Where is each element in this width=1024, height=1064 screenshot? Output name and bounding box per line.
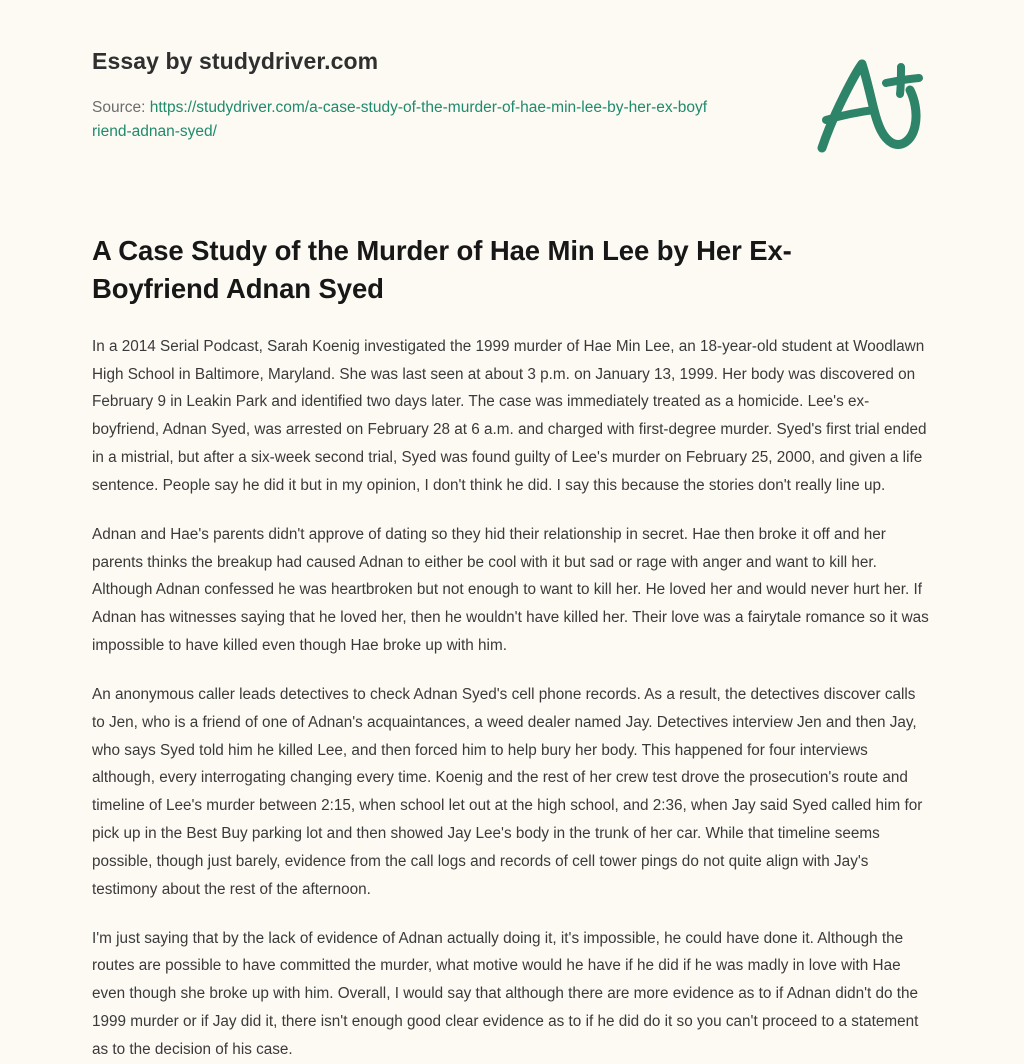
source-label: Source: — [92, 98, 146, 116]
body-paragraph: I'm just saying that by the lack of evidence of Adnan actually doing it, it's impossible, he could have done it. Although the routes are possible to have committed the murder, what motive would he have if he did if he was madly in love with Hae even though she broke up with him. Overall, I would say that although there are more evidence as to if Adnan didn't do the 1999 murder or if Jay did it, there isn't enough good clear evidence as to if he did do it so you can't proceed to a statement as to the decision of his case. — [92, 929, 919, 1058]
body-paragraph: In a 2014 Serial Podcast, Sarah Koenig investigated the 1999 murder of Hae Min Lee, an 18-year-old student at Woodlawn High School in Baltimore, Maryland. She was last seen at about 3 p.m. on January 13, 1999. Her body was discovered on February 9 in Leakin Park and identified two days later. The case was immediately treated as a homicide. Lee's ex-boyfriend, Adnan Syed, was arrested on February 28 at 6 a.m. and charged with first-degree murder. Syed's first trial ended in a mistrial, but after a six-week second trial, Syed was found guilty of Lee's murder on February 25, 2000, and given a life sentence. People say he did it but in my opinion, I don't think he did. I say this because the stories don't really line up. — [92, 337, 927, 494]
body-paragraph: An anonymous caller leads detectives to check Adnan Syed's cell phone records. As a result, the detectives discover calls to Jen, who is a friend of one of Adnan's acquaintances, a weed dealer named Jay. Detectives interview Jen and then Jay, who says Syed told him he killed Lee, and then forced him to help bury her body. This happened for four interviews although, every interrogating changing every time. Koenig and the rest of her crew test drove the prosecution's route and timeline of Lee's murder between 2:15, when school let out at the high school, and 2:36, when Jay said Syed called him for pick up in the Best Buy parking lot and then showed Jay Lee's body in the trunk of her car. While that timeline seems possible, though just barely, evidence from the call logs and records of cell tower pings do not quite align with Jay's testimony about the rest of the afternoon. — [92, 685, 923, 898]
page-title: A Case Study of the Murder of Hae Min Lee by Her Ex-Boyfriend Adnan Syed — [92, 234, 792, 304]
essay-byline: Essay by studydriver.com — [92, 48, 379, 74]
a-plus-logo-icon — [800, 48, 932, 158]
body-paragraph: Adnan and Hae's parents didn't approve of dating so they hid their relationship in secret. Hae then broke it off and her parents thinks the breakup had caused Adnan to either be cool with it but sad or rage with anger and want to kill her. Although Adnan confessed he was heartbroken but not enough to want to kill her. He loved her and would never hurt her. If Adnan has witnesses saying that he loved her, then he wouldn't have killed her. Their love was a fairytale romance so it was impossible to have killed even though Hae broke up with him. — [92, 525, 929, 655]
document-header — [92, 0, 932, 144]
document-body — [92, 308, 932, 1064]
source-url-link[interactable]: https://studydriver.com/a-case-study-of-the-murder-of-hae-min-lee-by-her-ex-boyfriend-adnan-syed/ — [92, 98, 708, 140]
studydriver-logo — [800, 48, 932, 158]
source-line — [92, 96, 712, 144]
